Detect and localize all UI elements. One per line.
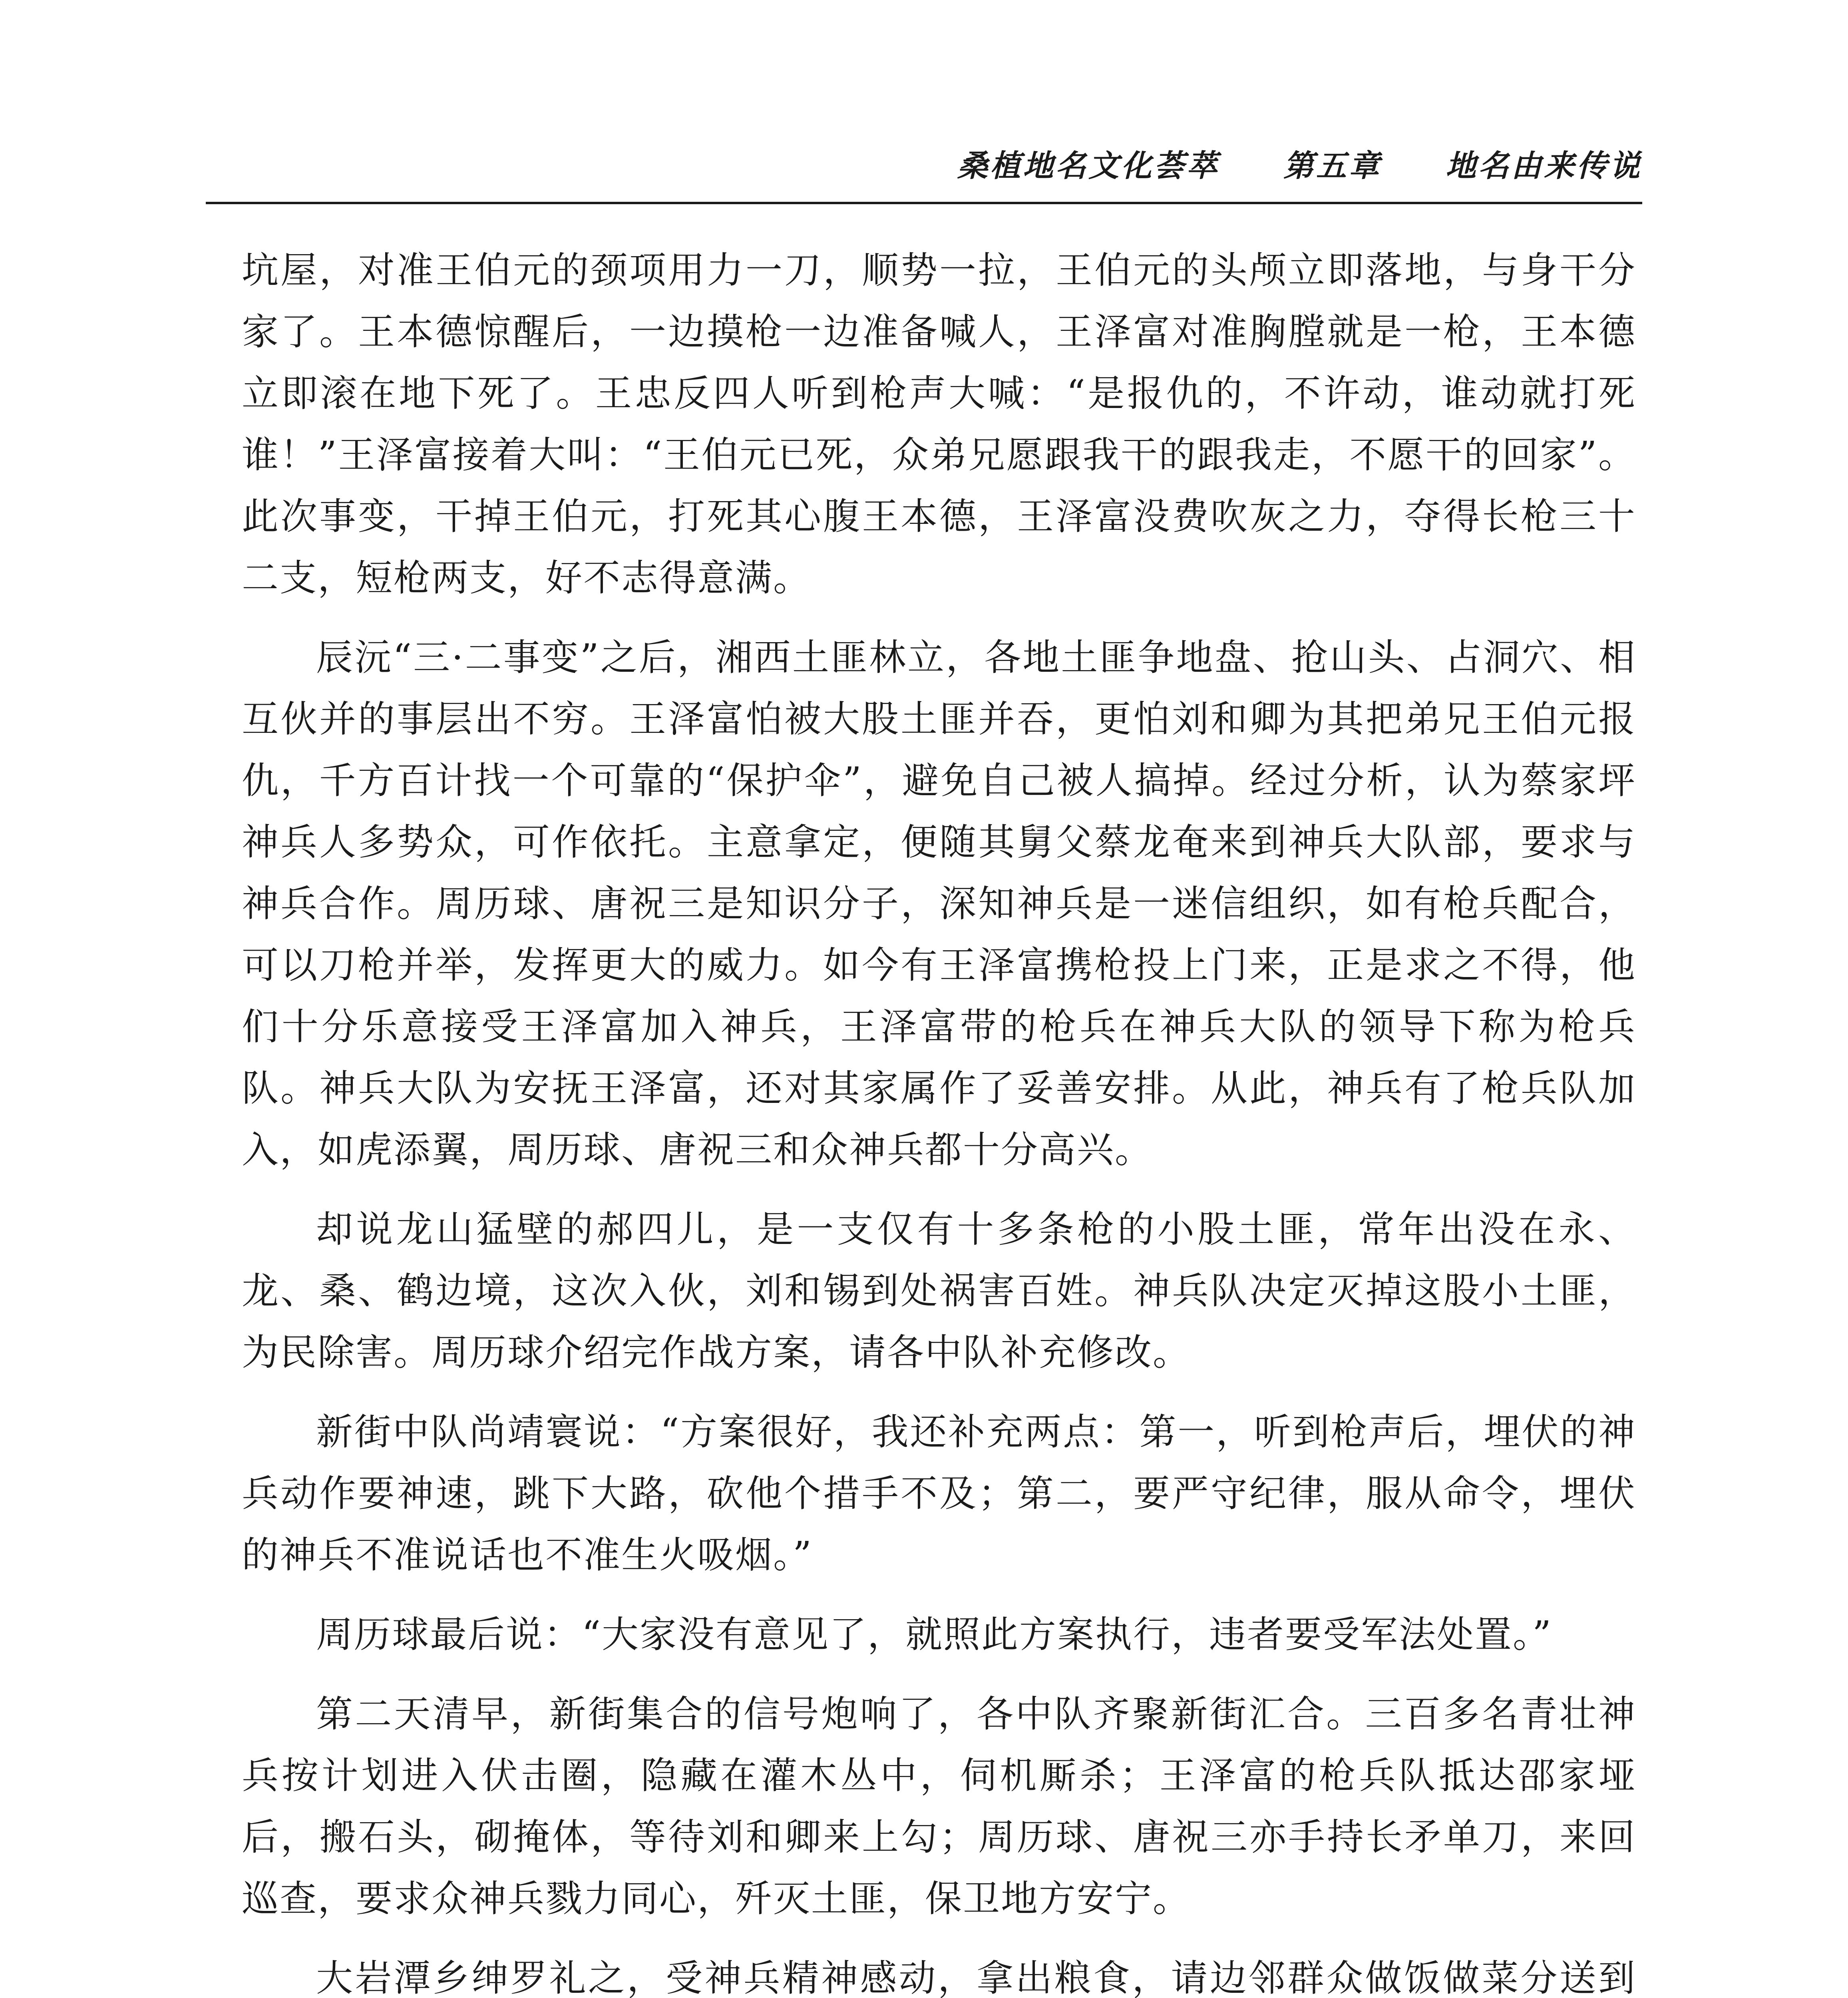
- paragraph: 第二天清早，新街集合的信号炮响了，各中队齐聚新街汇合。三百多名青壮神兵按计划进入伏击圈，隐藏在灌木丛中，伺机厮杀；王泽富的枪兵队抵达邵家垭后，搬石头，砌掩体，等待刘和卿来上勾；周历球、唐祝三亦手持长矛单刀，来回巡查，要求众神兵戮力同心，歼灭土匪，保卫地方安宁。: [242, 1693, 1636, 1920]
- header-rule: [206, 202, 1642, 204]
- header-chapter-title: 地名由来传说: [1446, 148, 1642, 183]
- paragraph: 辰沅“三·二事变”之后，湘西土匪林立，各地土匪争地盘、抢山头、占洞穴、相互伙并的事层出不穷。王泽富怕被大股土匪并吞，更怕刘和卿为其把弟兄王伯元报仇，千方百计找一个可靠的“保护伞”，避免自己被人搞掉。经过分析，认为蔡家坪神兵人多势众，可作依托。主意拿定，便随其舅父蔡龙奄来到神兵大队部，要求与神兵合作。周历球、唐祝三是知识分子，深知神兵是一迷信组织，如有枪兵配合，可以刀枪并举，发挥更大的威力。如今有王泽富携枪投上门来，正是求之不得，他们十分乐意接受王泽富加入神兵，王泽富带的枪兵在神兵大队的领导下称为枪兵队。神兵大队为安抚王泽富，还对其家属作了妥善安排。从此，神兵有了枪兵队加入，如虎添翼，周历球、唐祝三和众神兵都十分高兴。: [242, 636, 1636, 1171]
- paragraph: 大岩潭乡绅罗礼之，受神兵精神感动，拿出粮食，请边邻群众做饭做菜分送到: [316, 1957, 1636, 1998]
- paragraph: 却说龙山猛壁的郝四儿，是一支仅有十多条枪的小股土匪，常年出没在永、龙、桑、鹤边境，这次入伙，刘和锡到处祸害百姓。神兵队决定灭掉这股小土匪，为民除害。周历球介绍完作战方案，请各中队补充修改。: [242, 1208, 1636, 1374]
- paragraph: 新街中队尚靖寰说：“方案很好，我还补充两点：第一，听到枪声后，埋伏的神兵动作要神速，跳下大路，砍他个措手不及；第二，要严守纪律，服从命令，埋伏的神兵不准说话也不准生火吸烟。”: [242, 1411, 1636, 1576]
- paragraph: 坑屋，对准王伯元的颈项用力一刀，顺势一拉，王伯元的头颅立即落地，与身干分家了。王本德惊醒后，一边摸枪一边准备喊人，王泽富对准胸膛就是一枪，王本德立即滚在地下死了。王忠反四人听到枪声大喊：“是报仇的，不许动，谁动就打死谁！”王泽富接着大叫：“王伯元已死，众弟兄愿跟我干的跟我走，不愿干的回家”。此次事变，干掉王伯元，打死其心腹王本德，王泽富没费吹灰之力，夺得长枪三十二支，短枪两支，好不志得意满。: [242, 249, 1636, 599]
- body-text: [242, 240, 1636, 1998]
- header-book-title: 桑植地名文化荟萃: [957, 148, 1219, 183]
- header-chapter: 第五章: [1283, 148, 1382, 183]
- running-header: [206, 144, 1642, 188]
- paragraph: 周历球最后说：“大家没有意见了，就照此方案执行，违者要受军法处置。”: [316, 1613, 1553, 1656]
